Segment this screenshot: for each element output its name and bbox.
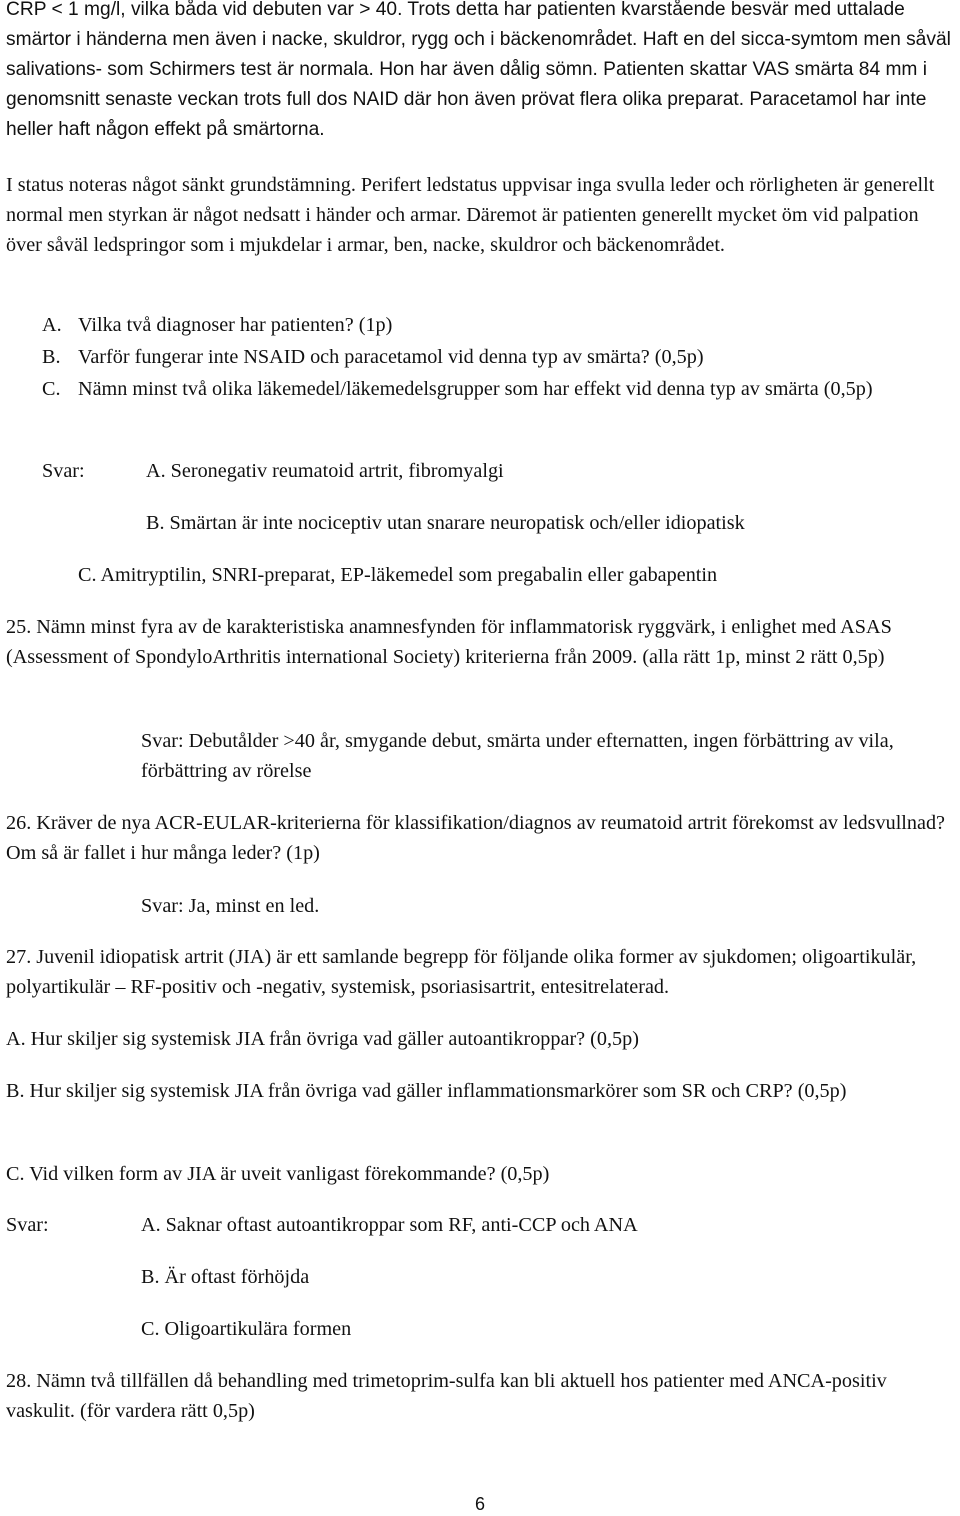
q26-question: 26. Kräver de nya ACR-EULAR-kriterierna för klassifikation/diagnos av reumatoid artrit förekomst av ledsvullnad? Om så är fallet i hur många leder? (1p) [6,812,946,864]
q24-item-a-label: A. [42,314,62,336]
q24-item-a-text: Vilka två diagnoser har patienten? (1p) [78,314,393,336]
q27-sub-c: C. Vid vilken form av JIA är uveit vanligast förekommande? (0,5p) [6,1163,550,1185]
page-number: 6 [474,1494,485,1514]
q24-answer-c: C. Amitryptilin, SNRI-preparat, EP-läkemedel som pregabalin eller gabapentin [78,564,718,586]
q27-answer-a: A. Saknar oftast autoantikroppar som RF, anti-CCP och ANA [141,1214,638,1236]
q25-question: 25. Nämn minst fyra av de karakteristiska anamnesfynden för inflammatorisk ryggvärk, i enlighet med ASAS (Assessment of SpondyloArthritis international Society) kriterierna från 2009. (alla rätt 1p, minst 2 rätt 0,5p) [6,616,892,668]
q24-answer-a: A. Seronegativ reumatoid artrit, fibromyalgi [146,460,504,482]
q25-answer: Svar: Debutålder >40 år, smygande debut, smärta under efternatten, ingen förbättring av vila, förbättring av rörelse [141,730,894,782]
q24-item-b-label: B. [42,346,61,368]
q27-answer-b: B. Är oftast förhöjda [141,1266,310,1288]
q27-sub-b: B. Hur skiljer sig systemisk JIA från övriga vad gäller inflammationsmarkörer som SR och CRP? (0,5p) [6,1080,847,1102]
q24-item-c-label: C. [42,378,61,400]
intro-paragraph-2: I status noteras något sänkt grundstämning. Perifert ledstatus uppvisar inga svulla leder och rörligheten är generellt normal men styrkan är något nedsatt i händer och armar. Däremot är patienten generellt mycket öm vid palpation över såväl ledspringor som i mjukdelar i armar, ben, nacke, skuldror och bäckenområdet. [6,174,935,256]
q27-answer-c: C. Oligoartikulära formen [141,1318,352,1340]
q24-item-c-text: Nämn minst två olika läkemedel/läkemedelsgrupper som har effekt vid denna typ av smärta (0,5p) [78,378,873,400]
q28-question: 28. Nämn två tillfällen då behandling med trimetoprim-sulfa kan bli aktuell hos patienter med ANCA-positiv vaskulit. (för vardera rätt 0,5p) [6,1370,887,1422]
intro-paragraph-1: CRP < 1 mg/l, vilka båda vid debuten var > 40. Trots detta har patienten kvarstående besvär med uttalade smärtor i händerna men även i nacke, skuldror, rygg och i bäckenområdet. Haft en del sicca-symtom men såväl salivations- som Schirmers test är normala. Hon har även dålig sömn. Patienten skattar VAS smärta 84 mm i genomsnitt senaste veckan trots full dos NAID där hon även prövat flera olika preparat. Paracetamol har inte heller haft någon effekt på smärtorna. [6,0,951,140]
q27-sub-a: A. Hur skiljer sig systemisk JIA från övriga vad gäller autoantikroppar? (0,5p) [6,1028,639,1050]
q27-svar-label: Svar: [6,1214,49,1236]
q24-svar-label: Svar: [42,460,85,482]
q26-answer: Svar: Ja, minst en led. [141,895,320,917]
q27-question: 27. Juvenil idiopatisk artrit (JIA) är ett samlande begrepp för följande olika former av sjukdomen; oligoartikulär, polyartikulär – RF-positiv och -negativ, systemisk, psoriasisartrit, entesitrelaterad. [6,946,917,998]
q24-item-b-text: Varför fungerar inte NSAID och paracetamol vid denna typ av smärta? (0,5p) [78,346,704,368]
q24-answer-b: B. Smärtan är inte nociceptiv utan snarare neuropatisk och/eller idiopatisk [146,512,745,534]
